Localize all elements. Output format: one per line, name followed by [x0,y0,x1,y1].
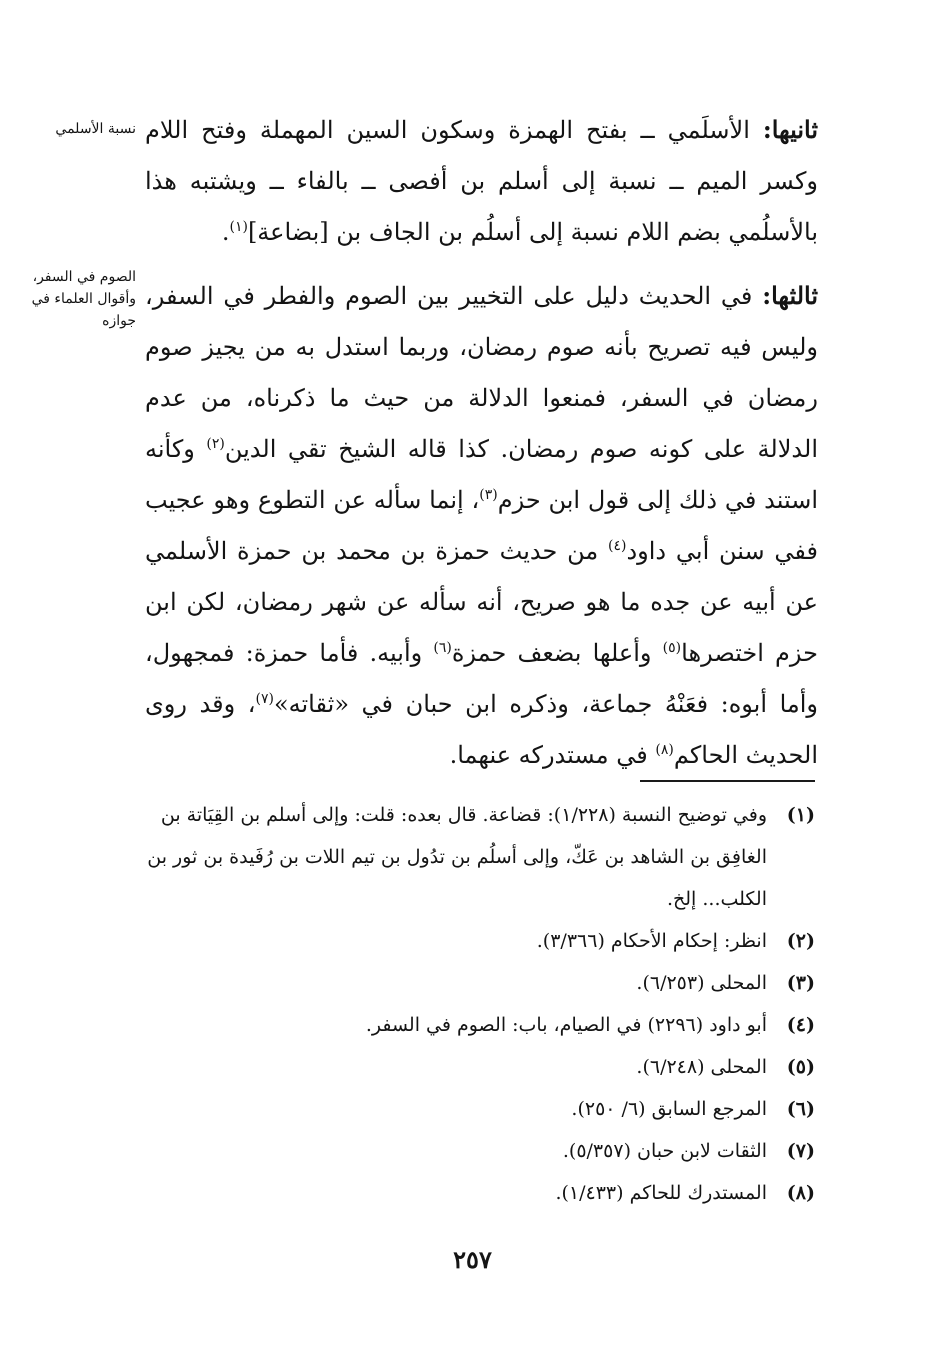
footnote-number: (٤) [786,1014,815,1036]
footnotes [130,794,815,1214]
footnote-number: (٧) [786,1140,815,1162]
paragraph-text: وأعلها بضعف حمزة [451,639,663,667]
footnote-text: المرجع السابق (٦/ ٢٥٠). [571,1098,767,1120]
footnote-number: (١) [786,804,815,826]
paragraph-text: في الحديث دليل على التخيير بين الصوم والفطر في السفر، وليس فيه تصريح بأنه صوم رمضان، وربما استدل به من يجيز صوم رمضان في السفر، فمنعوا الدلالة من حيث ما ذكرناه، من عدم الدلالة على كونه صوم رمضان. كذا قاله الشيخ تقي الدين [145,282,818,463]
paragraph-lead: ثالثها: [762,281,818,310]
footnote-text: المحلى (٦/٢٥٣). [636,972,767,994]
footnote-divider [640,780,815,782]
footnote-item [130,1004,815,1046]
footnote-text: المستدرك للحاكم (١/٤٣٣). [555,1182,767,1204]
footnote-number: (٣) [786,972,815,994]
margin-note-fasting-travel: الصوم في السفر، وأقوال العلماء في جوازه [31,269,136,329]
footnote-ref: (١) [229,219,248,235]
paragraph-text: وكأنه استند في ذلك إلى قول ابن حزم [145,435,819,514]
footnote-text: وفي توضيح النسبة (١/٢٢٨): قضاعة. قال بعده: قلت: وإلى أسلم بن القِيَاتة بن الغافِق بن الشاهد بن عَكّ، وإلى أسلُم بن تدُول بن تيم اللات بن رُفَيدة بن ثور بن الكلب... إلخ. [147,804,767,910]
footnote-number: (٨) [786,1182,815,1204]
footnote-item [130,1046,815,1088]
footnote-ref: (٦) [433,640,452,656]
paragraph-text: في مستدركه عنهما. [449,741,656,769]
paragraph-third [145,270,818,781]
page-number: ٢٥٧ [453,1245,492,1274]
footnote-item [130,920,815,962]
margin-note-nisba: نسبة الأسلمي [55,121,136,137]
paragraph-text: وأبيه. فأما حمزة: فمجهول، وأما أبوه: فعَنْهُ جماعة، وذكره ابن حبان في «ثقاته» [145,639,818,718]
footnote-item [130,1130,815,1172]
footnote-ref: (٧) [255,691,274,707]
footnote-text: أبو داود (٢٢٩٦) في الصيام، باب: الصوم في السفر. [365,1014,767,1036]
footnote-item [130,1088,815,1130]
paragraph-text: . [221,218,230,246]
footnote-text: المحلى (٦/٢٤٨). [636,1056,767,1078]
paragraph-text: ، إنما سأله عن التطوع وهو عجيب ففي سنن أبي داود [145,486,819,565]
footnote-item [130,962,815,1004]
paragraph-text: من حديث حمزة بن محمد بن حمزة الأسلمي عن أبيه عن جده ما هو صريح، أنه سأله عن شهر رمضان، لكن ابن حزم اختصرها [145,537,818,667]
main-text [145,104,818,781]
footnote-number: (٥) [786,1056,815,1078]
footnote-ref: (٥) [662,640,682,656]
footnote-ref: (٣) [479,487,498,503]
footnote-ref: (٢) [206,436,225,452]
footnote-ref: (٨) [655,742,674,758]
footnote-text: الثقات لابن حبان (٥/٣٥٧). [562,1140,767,1162]
paragraph-text: ، وقد روى الحديث الحاكم [145,690,818,769]
paragraph-text: الأسلَمي ــ بفتح الهمزة وسكون السين المهملة وفتح اللام وكسر الميم ــ نسبة إلى أسلم بن أفصى ــ بالفاء ــ ويشتبه هذا بالأسلُمي بضم اللام نسبة إلى أسلُم بن الجاف بن [بضاعة] [145,116,818,246]
footnote-number: (٢) [786,930,815,952]
footnote-number: (٦) [786,1098,815,1120]
footnote-ref: (٤) [608,538,627,554]
footnote-text: انظر: إحكام الأحكام (٣/٣٦٦). [536,930,767,952]
footnote-item [130,794,815,920]
paragraph-second [145,104,818,258]
paragraph-lead: ثانيها: [762,115,818,144]
footnote-item [130,1172,815,1214]
